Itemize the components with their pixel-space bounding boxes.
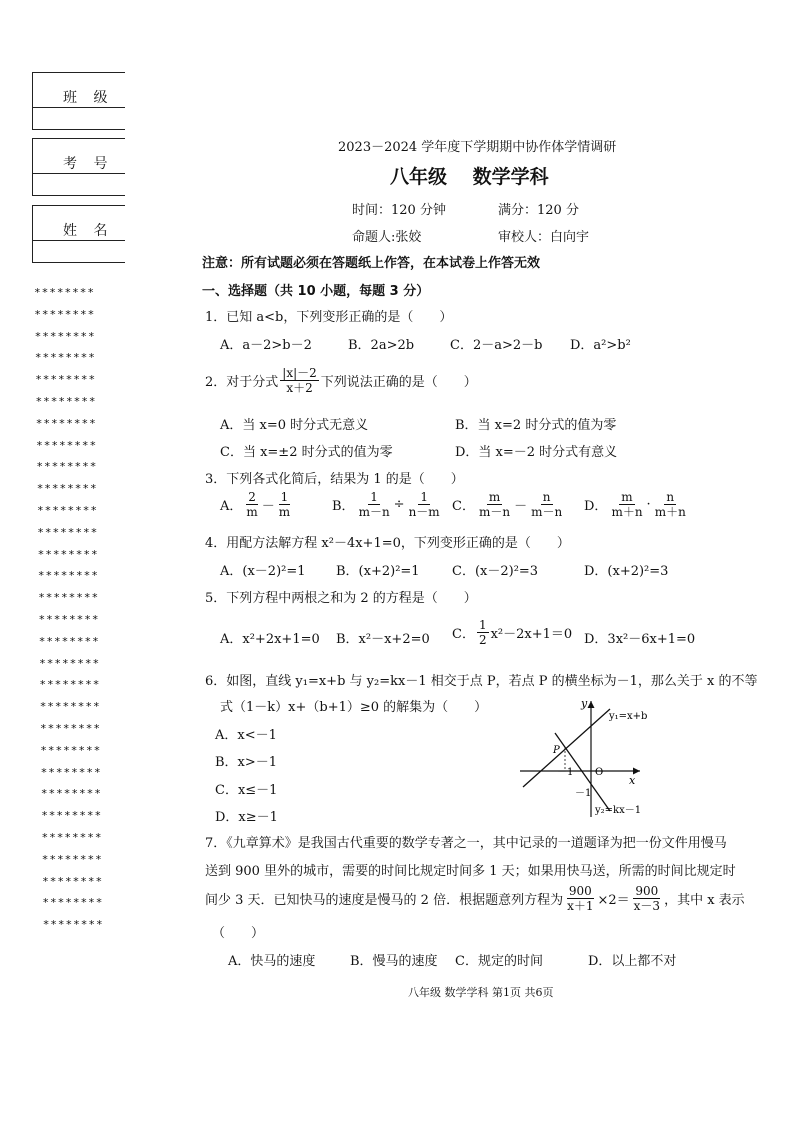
q2-stem (205, 366, 477, 395)
q3-a-op: － (261, 499, 275, 514)
exam-number-box (32, 138, 125, 196)
q3-b-frac1-num: 1 (370, 490, 378, 504)
q3-d-frac2-den: m＋n (654, 505, 686, 519)
q3-d-op: · (646, 497, 651, 512)
q3-c-frac1-num: m (488, 490, 501, 504)
q3-a-frac1 (244, 490, 259, 519)
q1-option-c: C．2－a>2－b (450, 338, 543, 353)
q3-c-label: C． (452, 499, 475, 514)
q5-c-frac-den: 2 (478, 633, 487, 647)
exam-time: 时间：120 分钟 (352, 203, 446, 218)
exam-score: 满分：120 分 (498, 203, 579, 218)
q7-frac1-num: 900 (568, 884, 592, 898)
q5-c-frac (477, 618, 489, 647)
q3-b-frac1-den: m－n (358, 505, 390, 519)
star-row: ******** (40, 787, 102, 801)
q3-option-c (452, 490, 566, 519)
q7-option-a: A．快马的速度 (228, 954, 316, 969)
q7-frac2-den: x－3 (633, 899, 661, 913)
q1-stem: 1．已知 a<b，下列变形正确的是（ ） (205, 310, 453, 325)
star-row: ******** (41, 852, 103, 866)
q3-d-frac1-den: m＋n (611, 505, 643, 519)
star-row: ******** (42, 874, 104, 888)
q7-frac2-num: 900 (635, 884, 659, 898)
star-row: ******** (34, 286, 95, 299)
q3-b-label: B． (332, 499, 355, 514)
q7-option-d: D．以上都不对 (588, 954, 677, 969)
star-row: ******** (39, 678, 101, 692)
star-row: ******** (39, 700, 101, 714)
star-row: ******** (42, 896, 104, 910)
q6-option-d: D．x≥－1 (215, 810, 278, 825)
q3-a-frac2-den: m (278, 505, 291, 519)
q4-option-a: A．(x－2)²=1 (220, 564, 306, 579)
q2-stem-pre: 2．对于分式 (205, 375, 279, 390)
q6-option-b: B．x>－1 (215, 755, 278, 770)
star-row: ******** (42, 918, 104, 932)
q3-b-frac2-den: n－m (408, 505, 440, 519)
q7-line4: （ ） (212, 926, 265, 941)
graph-y-label: y (581, 697, 588, 710)
class-box (32, 72, 125, 130)
q3-a-frac2-num: 1 (280, 490, 289, 504)
q6-option-c: C．x≤－1 (215, 783, 278, 798)
q7-option-b: B．慢马的速度 (350, 954, 438, 969)
exam-author: 命题人:张姣 (352, 230, 422, 245)
q3-stem: 3．下列各式化简后，结果为 1 的是（ ） (205, 472, 464, 487)
star-row: ******** (37, 525, 99, 539)
q7-mid: ×2＝ (597, 893, 630, 908)
q3-option-d (584, 490, 690, 519)
star-row: ******** (35, 395, 97, 408)
q7-frac1 (565, 884, 595, 913)
star-row: ******** (36, 438, 98, 452)
star-row: ******** (36, 460, 98, 474)
star-row: ******** (37, 504, 98, 517)
q7-line2: 送到 900 里外的城市，需要的时间比规定时间多 1 天；如果用快马送，所需的时间比规定时 (205, 864, 736, 879)
q3-c-op: － (514, 499, 528, 514)
q5-c-label: C． (452, 627, 475, 642)
star-row: ******** (37, 569, 99, 583)
q7-line3-pre: 间少 3 天．已知快马的速度是慢马的 2 倍．根据题意列方程为 (205, 893, 564, 908)
q3-d-frac1 (609, 490, 644, 519)
q3-b-frac2-num: 1 (420, 490, 428, 504)
q2-option-d: D．当 x=－2 时分式有意义 (455, 445, 618, 460)
star-row: ******** (34, 351, 96, 365)
q3-b-frac2 (407, 490, 442, 519)
q1-option-d: D．a²>b² (570, 338, 631, 353)
graph-origin-label: O (595, 767, 604, 778)
star-row: ******** (37, 547, 99, 561)
star-row: ******** (41, 831, 103, 844)
q4-option-b: B．(x+2)²=1 (336, 564, 420, 579)
q2-fraction-num: |x|－2 (282, 366, 317, 380)
q3-c-frac2-num: n (542, 490, 551, 504)
q3-c-frac1 (477, 490, 512, 519)
q3-c-frac2-den: m－n (531, 505, 563, 519)
q4-stem: 4．用配方法解方程 x²－4x+1=0，下列变形正确的是（ ） (205, 536, 570, 551)
q3-c-frac1-den: m－n (478, 505, 511, 519)
class-label: 班 级 (63, 90, 114, 106)
graph-neg-one-y: －1 (575, 788, 592, 799)
q6-option-a: A．x<－1 (215, 728, 277, 743)
q5-c-frac-num: 1 (478, 618, 487, 632)
star-row: ******** (40, 722, 101, 735)
q3-a-label: A． (220, 499, 243, 514)
exam-reviewer: 审校人：白向宇 (498, 230, 590, 245)
q5-option-c (452, 618, 572, 647)
q5-stem: 5．下列方程中两根之和为 2 的方程是（ ） (205, 591, 477, 606)
q5-option-d: D．3x²－6x+1=0 (584, 632, 696, 647)
q7-frac2 (632, 884, 662, 913)
star-row: ******** (41, 809, 103, 823)
q4-option-d: D．(x+2)²=3 (584, 564, 669, 579)
q6-line1: 6．如图，直线 y₁=x+b 与 y₂=kx－1 相交于点 P，若点 P 的横坐标为－1，那么关于 x 的不等 (205, 674, 758, 689)
q6-line2: 式（1－k）x+（b+1）≥0 的解集为（ ） (220, 700, 488, 715)
star-row: ******** (34, 329, 96, 343)
q5-c-rest: x²－2x+1＝0 (490, 627, 573, 642)
graph-neg-one-x: －1 (557, 767, 574, 778)
q3-d-frac2-num: n (666, 490, 675, 504)
exam-notice: 注意：所有试题必须在答题纸上作答，在本试卷上作答无效 (202, 256, 541, 271)
q2-option-b: B．当 x=2 时分式的值为零 (455, 418, 617, 433)
star-row: ******** (35, 373, 97, 387)
exam-number-label: 考 号 (63, 156, 114, 172)
q7-line1: 7．《九章算术》是我国古代重要的数学专著之一，其中记录的一道题译为把一份文件用慢马 (205, 836, 727, 851)
star-row: ******** (35, 416, 97, 430)
q3-d-label: D． (584, 499, 608, 514)
name-box (32, 205, 125, 263)
q2-fraction (280, 366, 319, 395)
star-row: ******** (40, 765, 102, 779)
q3-a-frac2 (277, 490, 292, 519)
q3-a-frac1-num: 2 (248, 490, 256, 504)
q3-c-frac2 (529, 490, 564, 519)
q3-d-frac2 (653, 490, 688, 519)
q2-option-a: A．当 x=0 时分式无意义 (220, 418, 369, 433)
q3-b-frac1 (357, 490, 392, 519)
exam-subtitle: 2023－2024 学年度下学期期中协作体学情调研 (338, 140, 617, 155)
q5-option-a: A．x²+2x+1=0 (220, 632, 320, 647)
q2-fraction-den: x＋2 (286, 381, 313, 395)
star-row: ******** (36, 482, 98, 496)
q3-option-a (220, 490, 294, 519)
q2-option-c: C．当 x=±2 时分式的值为零 (220, 445, 393, 460)
q3-option-b (332, 490, 444, 519)
q7-option-c: C．规定的时间 (455, 954, 543, 969)
page-footer: 八年级 数学学科 第1页 共6页 (408, 986, 554, 999)
star-row: ******** (38, 634, 100, 648)
star-row: ******** (39, 656, 101, 670)
star-row: ******** (40, 743, 102, 757)
q2-stem-post: 下列说法正确的是（ ） (320, 375, 477, 390)
q4-option-c: C．(x－2)²=3 (452, 564, 539, 579)
section-title: 一、选择题（共 10 小题，每题 3 分） (202, 284, 430, 299)
star-row: ******** (38, 613, 100, 626)
q5-option-b: B．x²－x+2=0 (336, 632, 430, 647)
graph-point-label: P (553, 745, 560, 756)
star-row: ******** (38, 591, 100, 605)
q7-line3 (205, 884, 745, 913)
exam-title: 八年级 数学学科 (390, 166, 549, 188)
q3-a-frac1-den: m (246, 505, 258, 519)
graph-line2-label: y₂=kx－1 (595, 805, 642, 816)
q3-d-frac1-num: m (621, 490, 633, 504)
star-row: ******** (34, 307, 96, 321)
q1-option-b: B．2a>2b (348, 338, 415, 353)
q7-line3-post: ，其中 x 表示 (664, 893, 745, 908)
graph-line1-label: y₁=x+b (609, 711, 648, 722)
q6-graph (515, 695, 695, 820)
q1-option-a: A．a－2>b－2 (220, 338, 312, 353)
graph-x-label: x (629, 774, 636, 787)
q3-b-op: ÷ (393, 497, 405, 512)
name-label: 姓 名 (63, 223, 114, 239)
q7-frac1-den: x＋1 (567, 899, 594, 913)
